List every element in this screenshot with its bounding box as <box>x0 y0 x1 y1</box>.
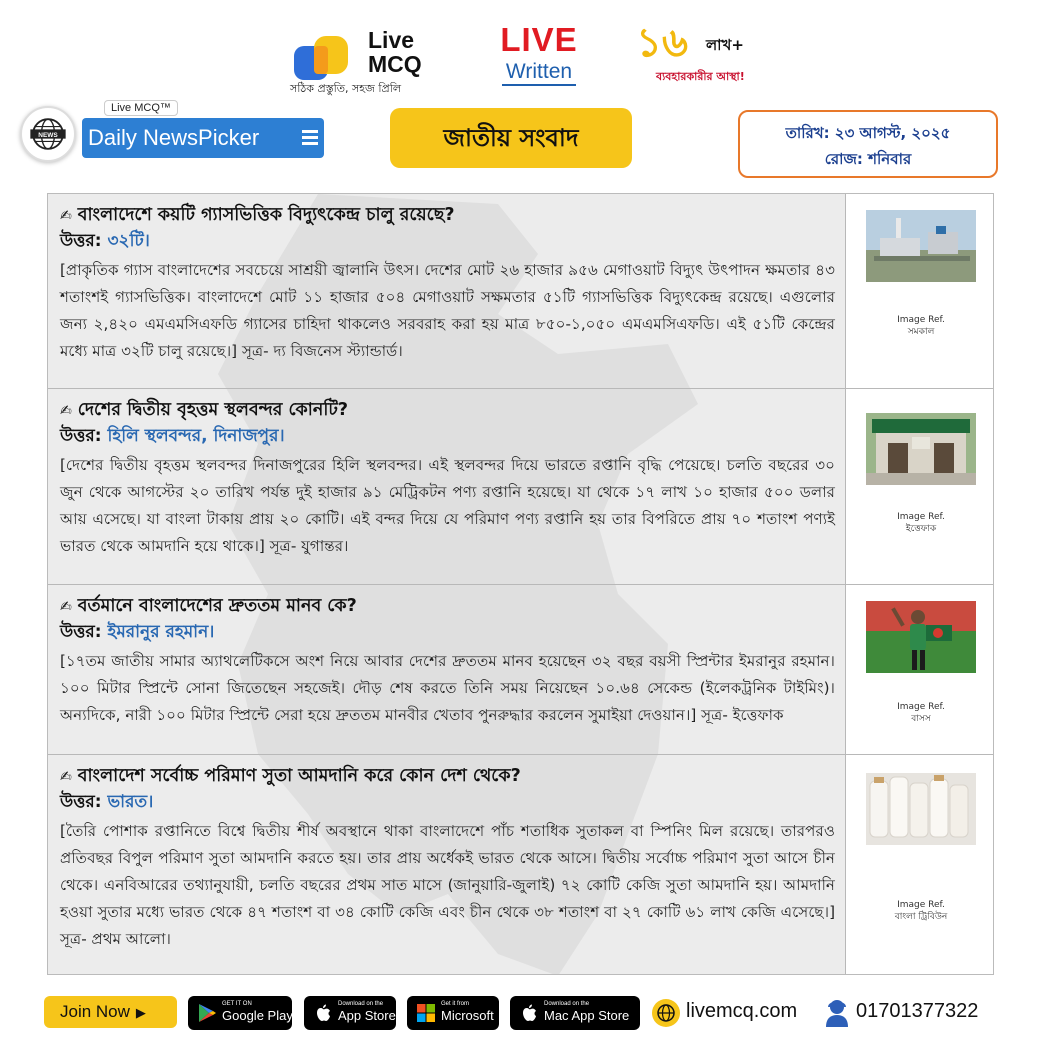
power-plant-image <box>866 210 976 282</box>
newspicker-badge: Live MCQ™ <box>104 100 178 116</box>
pen-icon: ✍ <box>60 769 72 785</box>
explanation: [তৈরি পোশাক রপ্তানিতে বিশ্বে দ্বিতীয় শীর্ষ অবস্থানে থাকা বাংলাদেশে পাঁচ শতাধিক সুতাকল বা স্পিনিং মিল রয়েছে। তারপরও প্রতিবছর বিপুল পরিমাণ সুতা আমদানি করতে হয়। তার প্রায় অর্ধেকই ভারত থেকে আসে। দ্বিতীয় সর্বোচ্চ পরিমাণ সুতা আসে চীন থেকে। এনবিআরের তথ্যানুযায়ী, চলতি বছরের প্রথম সাত মাসে (জানুয়ারি-জুলাই) ৭২ কোটি কেজি সুতা আমদানি হয়। আমদানি হওয়া সুতার মধ্যে ভারত থেকে ৪৭ শতাংশ বা ৩৪ কোটি কেজি এবং চীন থেকে ৩৮ শতাংশ বা ২৭ কোটি ৬১ লাখ কেজি এসেছে।] সূত্র- প্রথম আলো। <box>60 822 835 948</box>
pen-icon: ✍ <box>60 599 72 615</box>
explanation: [প্রাকৃতিক গ্যাস বাংলাদেশের সবচেয়ে সাশ্রয়ী জ্বালানি উৎস। দেশের মোট ২৬ হাজার ৯৫৬ মেগাওয়াট বিদ্যুৎ উৎপাদন ক্ষমতার ৪৩ শতাংশই গ্যাসভিত্তিক। বাংলাদেশে মোট ১১ হাজার ৫০৪ মেগাওয়াট সক্ষমতার ৫১টি গ্যাসভিত্তিক বিদ্যুৎকেন্দ্র রয়েছে। এগুলোর জন্য ২,৪২০ এমএমসিএফডি গ্যাসের চাহিদা থাকলেও সরবরাহ করা হয় মাত্র ৮৫০-১,০৫০ এমএমসিএফডি। এই ৫১টি কেন্দ্রের মধ্যে মাত্র ৩২টি চালু রয়েছে।] সূত্র- দ্য বিজনেস স্ট্যান্ডার্ড। <box>60 261 835 360</box>
mac-app-store-button[interactable] <box>510 996 640 1030</box>
mac-app-store-label: Mac App Store <box>544 1008 630 1023</box>
answer-value: ইমরানুর রহমান। <box>107 622 215 642</box>
question-text: দেশের দ্বিতীয় বৃহত্তম স্থলবন্দর কোনটি? <box>77 400 349 420</box>
news-image-panel <box>845 389 994 584</box>
news-list <box>47 193 994 975</box>
image-ref-label: Image Ref. <box>897 900 945 910</box>
image-ref-source: বাংলা ট্রিবিউন <box>894 912 948 922</box>
menu-lines-icon <box>302 130 318 148</box>
news-item <box>48 389 994 585</box>
news-text <box>48 585 845 754</box>
answer <box>60 229 835 253</box>
google-play-icon <box>196 1002 218 1024</box>
answer <box>60 790 835 814</box>
question <box>60 593 835 620</box>
news-item <box>48 194 994 389</box>
newspicker-title-bar <box>82 118 324 158</box>
microsoft-label: Microsoft <box>441 1008 494 1023</box>
answer-label: উত্তর: <box>60 231 102 251</box>
newspicker-logo <box>20 100 330 166</box>
news-image-panel <box>845 755 994 975</box>
answer-value: ৩২টি। <box>107 231 150 251</box>
livemcq-name <box>368 28 422 76</box>
livemcq-name-line1: Live <box>368 27 415 53</box>
answer-label: উত্তর: <box>60 622 102 642</box>
date-line: তারিখ: ২৩ আগস্ট, ২০২৫ <box>785 124 951 142</box>
image-ref-source: ইত্তেফাক <box>905 524 937 534</box>
apple-icon <box>312 1002 334 1024</box>
question <box>60 763 835 790</box>
image-ref <box>846 899 994 923</box>
image-ref-source: বাসস <box>911 714 931 724</box>
users-unit: লাখ+ <box>706 36 744 54</box>
website-text: livemcq.com <box>686 1000 798 1022</box>
news-text <box>48 389 845 584</box>
land-port-gate-image <box>866 413 976 485</box>
question-text: বাংলাদেশে কয়টি গ্যাসভিত্তিক বিদ্যুৎকেন্দ্র চালু রয়েছে? <box>77 205 455 225</box>
answer-label: উত্তর: <box>60 792 102 812</box>
app-store-small: Download on the <box>338 1001 384 1007</box>
users-count: ১৬ <box>636 19 688 66</box>
answer-label: উত্তর: <box>60 426 102 446</box>
pen-icon: ✍ <box>60 403 72 419</box>
explanation: [দেশের দ্বিতীয় বৃহত্তম স্থলবন্দর দিনাজপুরের হিলি স্থলবন্দর। এই স্থলবন্দর দিয়ে ভারতে রপ্তানি বৃদ্ধি পেয়েছে। চলতি বছরের ৩০ জুন থেকে আগস্টের ২০ তারিখ পর্যন্ত দুই হাজার ৯১ মেট্রিকটন পণ্য রপ্তানি হয়েছে। যা থেকে ১৭ লাখ ১০ হাজার ৫০০ ডলার আয় এসেছে। যা বাংলা টাকায় প্রায় ২০ কোটি। এই বন্দর দিয়ে যে পরিমাণ পণ্য রপ্তানি হয় তার বিপরিতে প্রায় ৭০ শতাংশ পণ্যই ভারত থেকে আমদানি হয়ে থাকে।] সূত্র- যুগান্তর। <box>60 456 835 555</box>
news-globe-label: NEWS <box>38 131 58 139</box>
sprinter-image <box>866 601 976 673</box>
users-tagline: ব্যবহারকারীর আস্থা! <box>656 70 745 83</box>
explanation: [১৭তম জাতীয় সামার অ্যাথলেটিকসে অংশ নিয়ে আবার দেশের দ্রুততম মানব হয়েছেন ৩২ বছর বয়সী স্প্রিন্টার ইমরানুর রহমান। ১০০ মিটার স্প্রিন্টে সোনা জিতেছেন সহজেই। দৌড় শেষ করতে তিনি সময় নিয়েছেন ১০.৬৪ সেকেন্ড (ইলেকট্রনিক টাইমিং)। অন্যদিকে, নারী ১০০ মিটার স্প্রিন্টে সেরা হয়ে দ্রুততম মানবীর খেতাব পুনরুদ্ধার করলেন সুমাইয়া দেওয়ান।] সূত্র- ইত্তেফাক <box>60 652 835 724</box>
news-text <box>48 755 845 975</box>
microsoft-icon <box>415 1002 437 1024</box>
news-image-panel <box>845 194 994 388</box>
user-support-icon <box>824 998 850 1028</box>
livemcq-tagline: সঠিক প্রস্তুতি, সহজ প্রিলি <box>290 82 402 95</box>
news-text <box>48 194 845 388</box>
news-item <box>48 585 994 755</box>
join-now-button[interactable] <box>44 996 177 1028</box>
app-store-label: App Store <box>338 1008 396 1023</box>
phone-number: 01701377322 <box>856 1000 979 1022</box>
question-text: বাংলাদেশ সর্বোচ্চ পরিমাণ সুতা আমদানি করে কোন দেশ থেকে? <box>77 766 521 786</box>
answer-value: হিলি স্থলবন্দর, দিনাজপুর। <box>107 426 285 446</box>
header <box>0 0 1040 186</box>
users-badge <box>630 20 780 90</box>
newspicker-title: Daily NewsPicker <box>88 125 260 150</box>
mac-app-store-small: Download on the <box>544 1001 590 1007</box>
app-store-button[interactable] <box>304 996 396 1030</box>
date-box <box>738 110 998 178</box>
answer <box>60 424 835 448</box>
pen-icon: ✍ <box>60 208 72 224</box>
image-ref-label: Image Ref. <box>897 512 945 522</box>
microsoft-store-button[interactable] <box>407 996 499 1030</box>
question-text: বর্তমানে বাংলাদেশের দ্রুততম মানব কে? <box>77 596 357 616</box>
image-ref <box>846 701 994 725</box>
footer <box>0 990 1040 1040</box>
live-written-brand <box>494 22 584 92</box>
yarn-spools-image <box>866 773 976 845</box>
answer <box>60 620 835 644</box>
microsoft-small: Get it from <box>441 1001 470 1007</box>
globe-icon <box>652 999 680 1027</box>
image-ref-label: Image Ref. <box>897 702 945 712</box>
google-play-button[interactable] <box>188 996 292 1030</box>
question <box>60 397 835 424</box>
question <box>60 202 835 229</box>
google-play-label: Google Play <box>222 1008 293 1023</box>
play-arrow-icon: ▶ <box>135 1005 146 1020</box>
live-label: LIVE <box>500 21 578 58</box>
livemcq-brand <box>290 22 450 102</box>
apple-icon <box>518 1002 540 1024</box>
join-now-label: Join Now <box>60 1002 130 1021</box>
livemcq-name-line2: MCQ <box>368 51 422 77</box>
news-globe-icon <box>20 106 76 162</box>
google-play-small: GET IT ON <box>222 1001 252 1007</box>
image-ref <box>846 314 994 338</box>
image-ref-label: Image Ref. <box>897 315 945 325</box>
topic-title: জাতীয় সংবাদ <box>390 108 632 168</box>
image-ref-source: সমকাল <box>907 327 935 337</box>
answer-value: ভারত। <box>107 792 154 812</box>
day-line: রোজ: শনিবার <box>824 150 912 168</box>
news-item <box>48 755 994 975</box>
image-ref <box>846 511 994 535</box>
written-label: Written <box>502 60 576 86</box>
news-image-panel <box>845 585 994 754</box>
